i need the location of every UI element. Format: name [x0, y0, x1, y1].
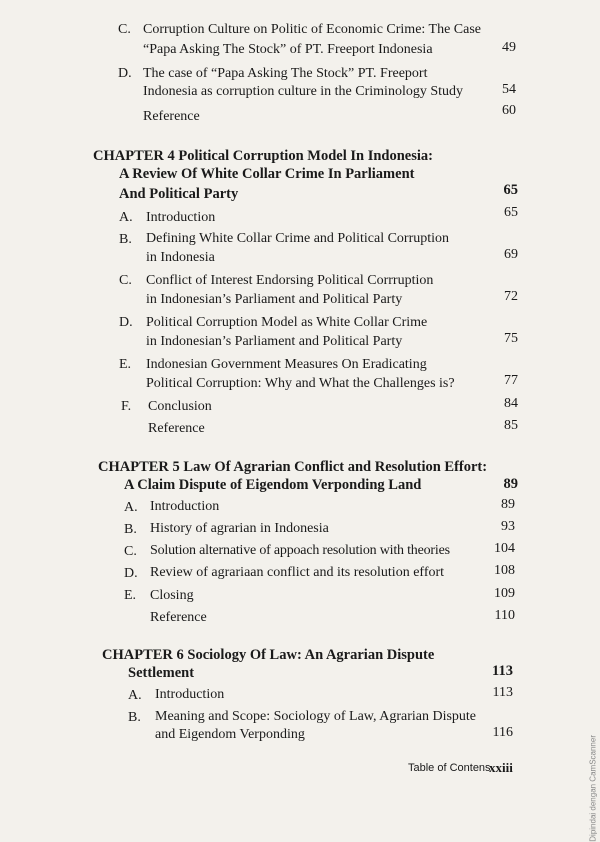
toc-page-number: 49	[502, 40, 516, 55]
toc-letter: D.	[118, 66, 132, 81]
toc-letter: D.	[124, 566, 138, 581]
toc-entry-text: Introduction	[146, 210, 216, 225]
toc-letter: C.	[124, 544, 137, 559]
toc-letter: D.	[119, 315, 133, 330]
toc-page-number: 65	[504, 205, 518, 220]
toc-entry-text: History of agrarian in Indonesia	[150, 521, 329, 536]
toc-letter: E.	[119, 357, 132, 372]
toc-entry-text: Reference	[150, 610, 207, 625]
footer-page-number: xxiii	[489, 760, 513, 775]
toc-letter: A.	[128, 688, 142, 703]
watermark-text: Dipindai dengan CamScanner	[589, 735, 598, 842]
toc-entry-text: Political Corruption Model as White Collar Crime	[146, 315, 428, 330]
toc-entry-text: Corruption Culture on Politic of Economic Crime: The Case	[143, 22, 482, 37]
toc-letter: A.	[124, 500, 138, 515]
toc-letter: A.	[119, 210, 133, 225]
toc-page-number: 89	[501, 497, 515, 512]
toc-entry-text: and Eigendom Verponding	[155, 727, 305, 742]
toc-page-number: 85	[504, 418, 518, 433]
toc-entry-text: in Indonesian’s Parliament and Political Party	[146, 334, 403, 349]
toc-page-number: 108	[494, 563, 515, 578]
toc-entry-text: The case of “Papa Asking The Stock” PT. Freeport	[143, 66, 428, 81]
toc-entry-text: Conclusion	[148, 399, 212, 414]
chapter-page-number: 89	[503, 476, 518, 492]
toc-page-number: 77	[504, 373, 518, 388]
toc-entry-text: Closing	[150, 588, 194, 603]
chapter-title: CHAPTER 6 Sociology Of Law: An Agrarian Dispute	[102, 647, 435, 663]
toc-page-number: 84	[504, 396, 518, 411]
toc-entry-text: Review of agrariaan conflict and its resolution effort	[150, 565, 445, 580]
toc-entry-text: Political Corruption: Why and What the Challenges is?	[146, 376, 455, 391]
toc-page-number: 60	[502, 103, 516, 118]
chapter-title: A Review Of White Collar Crime In Parliament	[119, 166, 415, 182]
toc-letter: F.	[121, 399, 132, 414]
toc-page-number: 54	[502, 82, 516, 97]
toc-page-number: 110	[494, 608, 515, 623]
footer-label: Table of Contens	[408, 762, 491, 774]
chapter-page-number: 65	[503, 182, 518, 198]
toc-page-number: 109	[494, 586, 515, 601]
toc-entry-text: Indonesia as corruption culture in the Criminology Study	[143, 84, 464, 99]
toc-letter: B.	[128, 710, 141, 725]
toc-entry-text: Reference	[143, 109, 200, 124]
chapter-title: CHAPTER 4 Political Corruption Model In Indonesia:	[93, 148, 433, 164]
chapter-title: Settlement	[128, 665, 195, 681]
chapter-title: CHAPTER 5 Law Of Agrarian Conflict and Resolution Effort:	[98, 459, 488, 475]
toc-page-number: 93	[501, 519, 515, 534]
toc-page-number: 113	[492, 685, 513, 700]
toc-letter: C.	[119, 273, 132, 288]
toc-letter: C.	[118, 22, 131, 37]
toc-page-number: 69	[504, 247, 518, 262]
toc-entry-text: Indonesian Government Measures On Eradicating	[146, 357, 427, 372]
scanner-watermark	[589, 735, 598, 842]
toc-entry-text: “Papa Asking The Stock” of PT. Freeport Indonesia	[143, 42, 433, 57]
toc-entry-text: Conflict of Interest Endorsing Political Corrruption	[146, 273, 434, 288]
toc-entry-text: in Indonesian’s Parliament and Political Party	[146, 292, 403, 307]
toc-letter: B.	[119, 232, 132, 247]
toc-entry-text: in Indonesia	[146, 250, 215, 265]
toc-page-number: 116	[492, 725, 513, 740]
toc-entry-text: Introduction	[155, 687, 225, 702]
toc-entry-text: Solution alternative of appoach resolution with theories	[150, 543, 450, 558]
toc-page-number: 72	[504, 289, 518, 304]
chapter-title: A Claim Dispute of Eigendom Verponding Land	[124, 477, 422, 493]
toc-letter: B.	[124, 522, 137, 537]
toc-page-number: 75	[504, 331, 518, 346]
toc-entry-text: Reference	[148, 421, 205, 436]
toc-letter: E.	[124, 588, 137, 603]
toc-page-number: 104	[494, 541, 515, 556]
toc-entry-text: Introduction	[150, 499, 220, 514]
chapter-page-number: 113	[492, 663, 513, 679]
toc-entry-text: Meaning and Scope: Sociology of Law, Agrarian Dispute	[155, 709, 477, 724]
toc-entry-text: Defining White Collar Crime and Political Corruption	[146, 231, 450, 246]
chapter-title: And Political Party	[119, 186, 239, 202]
